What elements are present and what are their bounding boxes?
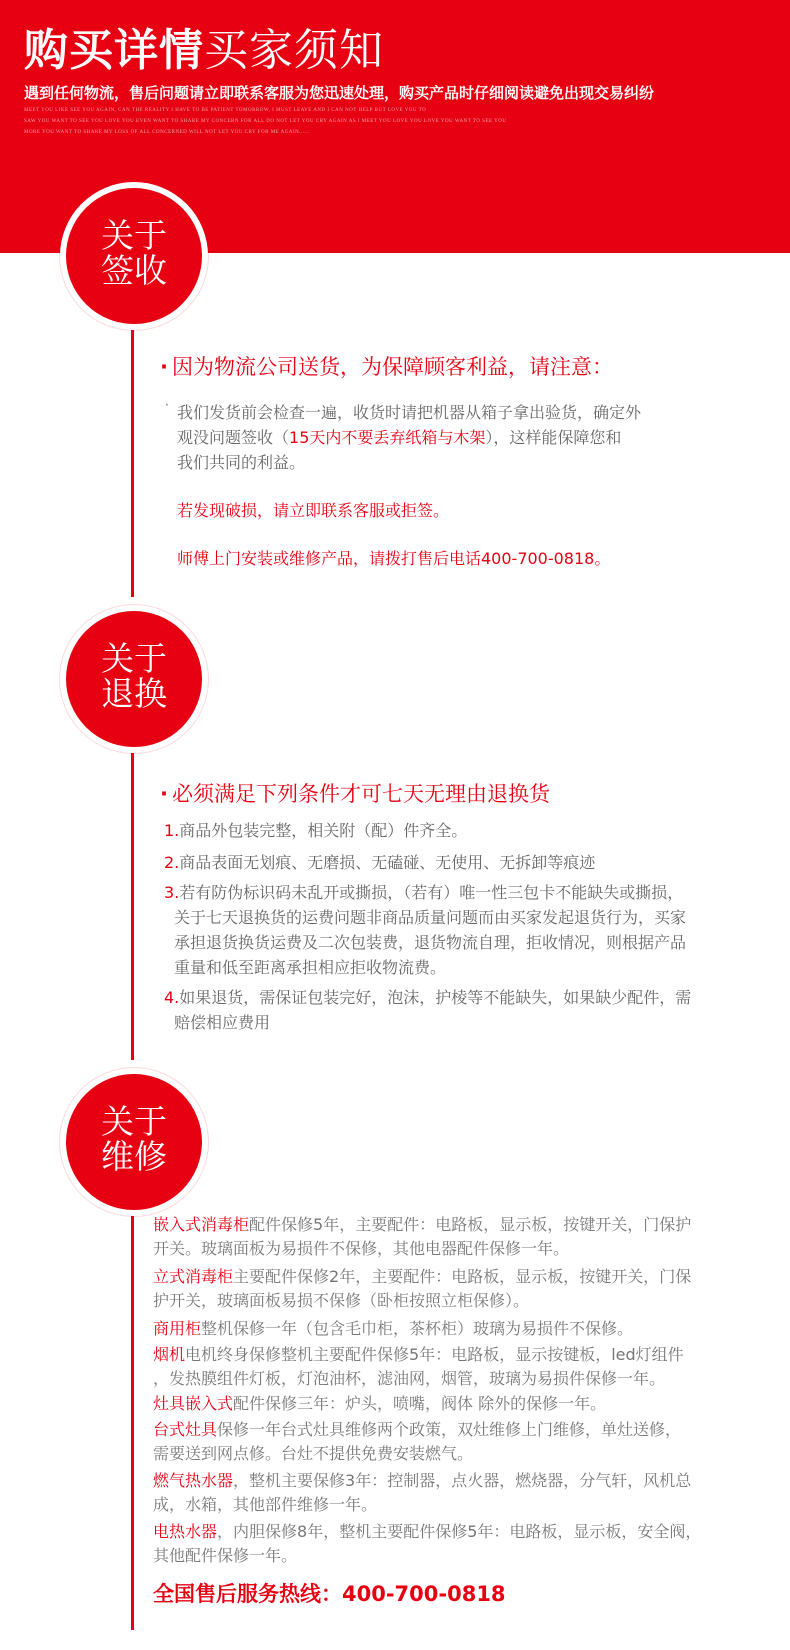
repair-item-name: 燃气热水器 — [153, 1471, 234, 1490]
returns-heading-text: 必须满足下列条件才可七天无理由退换货 — [171, 782, 550, 806]
repair-item-text: ，整机主要保修3年：控制器，点火器，燃烧器，分气轩，风机总 — [233, 1471, 692, 1490]
repair-item-line2: ，发热膜组件灯板，灯泡油杯，滤油网，烟管，玻璃为易损件保修一年。 — [153, 1369, 666, 1388]
repair-item-text: 电机终身保修整机主要配件保修5年：电路板，显示按键板，led灯组件 — [185, 1345, 684, 1364]
returns-item-line — [174, 1010, 270, 1035]
repair-item-line1 — [153, 1520, 701, 1544]
receipt-p1-line1: 我们发货前会检查一遍，收货时请把机器从箱子拿出验货，确定外 — [177, 403, 642, 422]
receipt-heading — [160, 351, 613, 381]
repair-item-name: 灶具嵌入式 — [153, 1394, 234, 1413]
subtitle — [24, 82, 654, 103]
heading-dot: · — [160, 782, 168, 806]
badge-repair-line1: 关于 — [101, 1102, 167, 1141]
badge-repair — [60, 1068, 208, 1216]
badge-returns — [60, 605, 208, 753]
title-bold: 购买详情 — [24, 25, 204, 76]
repair-item-text: 整机保修一年（包含毛巾柜，茶杯柜）玻璃为易损件不保修。 — [201, 1319, 634, 1338]
returns-item-text: 如果退货，需保证包装完好，泡沫，护棱等不能缺失，如果缺少配件，需 — [179, 988, 692, 1007]
repair-item-line1 — [153, 1343, 684, 1367]
repair-item-line1 — [153, 1317, 633, 1341]
returns-item-line — [174, 930, 686, 955]
returns-item-line — [164, 850, 595, 875]
english-line-3: MORE YOU WANT TO SHARE MY LOSS OF ALL CONCERNED WILL NOT LET YOU CRY FOR ME AGAIN...... — [24, 130, 310, 135]
repair-item-line2: 成，水箱，其他部件维修一年。 — [153, 1495, 378, 1514]
repair-item-text: 主要配件保修2年，主要配件：电路板，显示板，按键开关，门保 — [233, 1267, 692, 1286]
repair-item-line1 — [153, 1213, 691, 1237]
subtitle-part-c: ，购买产品时仔细阅读避免出现交易纠纷 — [384, 84, 655, 102]
service-hotline: 全国售后服务热线：400-700-0818 — [153, 1582, 506, 1606]
returns-item-line — [174, 905, 686, 930]
repair-item-line1 — [153, 1469, 691, 1493]
timeline-line-receipt — [131, 325, 134, 597]
badge-returns-line1: 关于 — [101, 639, 167, 678]
receipt-p1-line3: 我们共同的利益。 — [177, 453, 306, 472]
repair-item-text: ，内胆保修8年，整机主要配件保修5年：电路板，显示板，安全阀， — [217, 1522, 702, 1541]
heading-dot: · — [160, 355, 168, 379]
returns-item-text: 重量和低至距离承担相应拒收物流费。 — [174, 958, 447, 977]
returns-item-text: 承担退货换货运费及二次包装费，退货物流自理，拒收情况，则根据产品 — [174, 933, 687, 952]
title-light: 买家须知 — [204, 25, 384, 76]
returns-item-number: 4. — [164, 988, 180, 1007]
badge-receipt-line1: 关于 — [101, 216, 167, 255]
repair-item-text: 保修一年台式灶具维修两个政策，双灶维修上门维修，单灶送修， — [217, 1420, 682, 1439]
subtitle-part-b: 立即联系客服为您迅速处理 — [204, 84, 385, 102]
english-line-1: MEET YOU LIKE SEE YOU AGAIN, CAN THE REALITY I HAVE TO BE PATIENT TOMORROW, I MUST LEAVE AND I CAN NOT HELP BUT LOVE YOU TO — [24, 108, 427, 113]
repair-item-line2: 开关。玻璃面板为易损件不保修，其他电器配件保修一年。 — [153, 1239, 570, 1258]
repair-item-line2: 护开关，玻璃面板易损不保修（卧柜按照立柜保修）。 — [153, 1291, 530, 1310]
repair-item-line2: 需要送到网点修。台灶不提供免费安装燃气。 — [153, 1444, 474, 1463]
receipt-p1-line2-a: 观没问题签收（ — [177, 428, 290, 447]
returns-item-text: 赔偿相应费用 — [174, 1013, 271, 1032]
returns-item-line — [164, 880, 683, 905]
returns-item-number: 1. — [164, 821, 180, 840]
returns-item-line — [164, 818, 467, 843]
timeline-line-returns — [131, 710, 134, 1060]
receipt-p1-line2-b: 15天内不要丢弃纸箱与木架 — [289, 428, 486, 447]
repair-item-line1 — [153, 1392, 606, 1416]
repair-item-name: 商用柜 — [153, 1319, 202, 1338]
badge-returns-line2: 退换 — [101, 674, 167, 713]
badge-repair-line2: 维修 — [101, 1137, 167, 1176]
returns-item-text: 商品外包装完整，相关附（配）件齐全。 — [179, 821, 468, 840]
repair-item-line2: 其他配件保修一年。 — [153, 1546, 298, 1565]
repair-item-line1 — [153, 1418, 681, 1442]
returns-item-number: 3. — [164, 883, 180, 902]
timeline-line-repair — [131, 1170, 134, 1630]
repair-item-name: 嵌入式消毒柜 — [153, 1215, 250, 1234]
returns-item-text: 若有防伪标识码未乱开或撕损，（若有）唯一性三包卡不能缺失或撕损， — [179, 883, 684, 902]
receipt-p3: 师傅上门安装或维修产品，请拨打售后电话400-700-0818。 — [177, 549, 611, 568]
repair-item-text: 配件保修三年：炉头，喷嘴，阀体 除外的保修一年。 — [233, 1394, 607, 1413]
returns-heading — [160, 778, 550, 808]
returns-item-text: 商品表面无划痕、无磨损、无磕碰、无使用、无拆卸等痕迹 — [179, 853, 596, 872]
english-line-2: SAW YOU WANT TO SEE YOU LOVE YOU EVEN WANT TO SHARE MY CONCERN FOR ALL DO NOT LET YOU CRY AGAIN AS I MEET YOU LOVE YOU LOVE YOU WANT TO SEE YOU — [24, 119, 507, 124]
subtitle-part-a: 遇到任何物流，售后问题请 — [24, 84, 205, 102]
badge-receipt-line2: 签收 — [101, 251, 167, 290]
repair-item-name: 电热水器 — [153, 1522, 218, 1541]
returns-item-line — [164, 985, 691, 1010]
repair-item-line1 — [153, 1265, 691, 1289]
badge-receipt — [60, 182, 208, 330]
receipt-p2: 若发现破损，请立即联系客服或拒签。 — [177, 501, 450, 520]
receipt-bullet: · — [165, 398, 169, 412]
returns-item-line — [174, 955, 446, 980]
returns-item-number: 2. — [164, 853, 180, 872]
receipt-heading-text: 因为物流公司送货，为保障顾客利益，请注意： — [171, 355, 613, 379]
receipt-p1-line2 — [177, 425, 621, 450]
repair-item-name: 台式灶具 — [153, 1420, 218, 1439]
page-title — [24, 14, 384, 78]
repair-item-name: 烟机 — [153, 1345, 186, 1364]
receipt-p1-line2-c: ），这样能保障您和 — [485, 428, 622, 447]
repair-item-text: 配件保修5年，主要配件：电路板，显示板，按键开关，门保护 — [249, 1215, 692, 1234]
repair-item-name: 立式消毒柜 — [153, 1267, 234, 1286]
returns-item-text: 关于七天退换货的运费问题非商品质量问题而由买家发起退货行为，买家 — [174, 908, 687, 927]
